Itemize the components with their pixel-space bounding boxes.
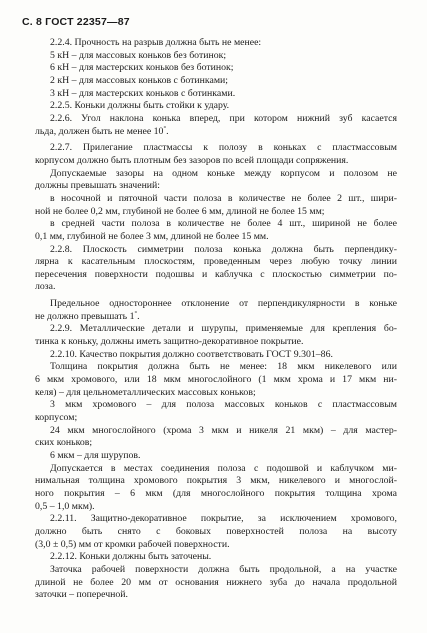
text-line: корпусом должно быть плотным без зазоров по всей площади сопряжения. [35,154,349,166]
degree-mark: ° [134,309,138,317]
text-line: лоза. [35,281,56,293]
text-line: заточки – поперечной. [35,589,128,601]
text-line: Заточка рабочей поверхности должна быть продольной, а на участке [50,563,397,575]
text-line: ной не более 0,2 мм, глубиной не более 6 мм, длиной не более 15 мм; [35,205,325,217]
text-line: 24 мкм многослойного (хрома 3 мкм и никеля 21 мкм) – для мастер- [50,424,397,436]
text-line: тинка к коньку, должны иметь защитно-декоративное покрытие. [35,336,304,348]
text-line: длиной не более 20 мм от основания нижнего зуба до начала продольной [35,576,397,588]
degree-mark: ° [163,124,167,132]
text-line: 2.2.9. Металлические детали и шурупы, применяемые для крепления бо- [50,323,397,335]
text-line: 2.2.10. Качество покрытия должно соответствовать ГОСТ 9.301–86. [50,348,333,360]
text-line: 2.2.7. Прилегание пластмассы к полозу в коньках с пластмассовым [50,142,397,154]
text-line: лярна к касательным плоскостям, проведенным через любую точку линии [35,256,397,268]
text-line: 2.2.8. Плоскость симметрии полоза конька должна быть перпендику- [50,243,397,255]
text-fragment: . [166,125,169,137]
text-line: 6 мкм хромового, или 18 мкм многослойного (1 мкм хрома и 17 мкм ни- [35,374,397,386]
text-line: 2.2.11. Защитно-декоративное покрытие, за исключением хромового, [50,513,397,525]
text-line: Толщина покрытия должна быть не менее: 18 мкм никелевого или [50,361,397,373]
text-line: нимальная толщина хромового покрытия 3 мкм, никелевого и многослой- [35,475,397,487]
text-line-with-degree [35,126,397,139]
text-line: 6 мкм – для шурупов. [50,450,141,461]
text-line: 2.2.4. Прочность на разрыв должна быть не менее: [50,37,262,48]
page-header: С. 8 ГОСТ 22357—87 [22,16,130,28]
text-line: ских коньков; [35,437,93,449]
text-line: Допускаемые зазоры на одном коньке между корпусом и полозом не [50,167,397,179]
text-line: Допускается в местах соединения полоза с подошвой и каблучком ми- [50,462,397,474]
text-fragment: не должно превышать 1 [35,310,135,322]
text-line: 6 кН – для мастерских коньков без ботинок; [50,62,234,74]
text-line: келя) – для цельнометаллических массовых коньков; [35,386,256,398]
text-line: 2.2.5. Коньки должны быть стойки к удару. [50,100,230,112]
text-line: 3 мкм хромового – для полоза массовых коньков с пластмассовым [50,399,397,411]
text-line: 5 кН – для массовых коньков без ботинок; [50,49,227,61]
text-line: в носочной и пяточной части полоза в количестве не более 2 шт., шири- [50,192,397,204]
text-line: Предельное одностороннее отклонение от перпендикулярности в коньке [50,298,397,310]
text-line: 3 кН – для мастерских коньков с ботинками. [50,87,236,99]
text-line: 2 кН – для массовых коньков с ботинками; [50,74,228,86]
text-line: в средней части полоза в количестве не более 4 шт., шириной не более [50,218,397,230]
text-line: ного покрытия – 6 мкм (для многослойного покрытия толщина хрома [35,487,397,499]
text-line: 2.2.12. Коньки должны быть заточены. [50,551,212,563]
text-line: пересечения поверхности подошвы и каблучка с плоскостью симметрии по- [35,268,397,280]
text-line: должны превышать значений: [35,180,161,192]
document-body [35,37,397,602]
text-fragment: льда, должен быть не менее 10 [35,125,164,137]
text-line: 0,5 – 1,0 мкм). [35,500,95,512]
text-line: 2.2.6. Угол наклона конька вперед, при котором нижний зуб касается [50,112,397,124]
text-line: 0,1 мм, глубиной не более 3 мм, длиной не более 15 мм. [35,230,269,242]
text-fragment: . [137,310,140,322]
text-line: корпусом; [35,412,78,424]
text-line-with-degree [35,311,397,324]
text-line: (3,0 ± 0,5) мм от кромки рабочей поверхности. [35,538,230,550]
text-line: должно быть снято с боковых поверхностей полоза на высоту [35,525,397,537]
